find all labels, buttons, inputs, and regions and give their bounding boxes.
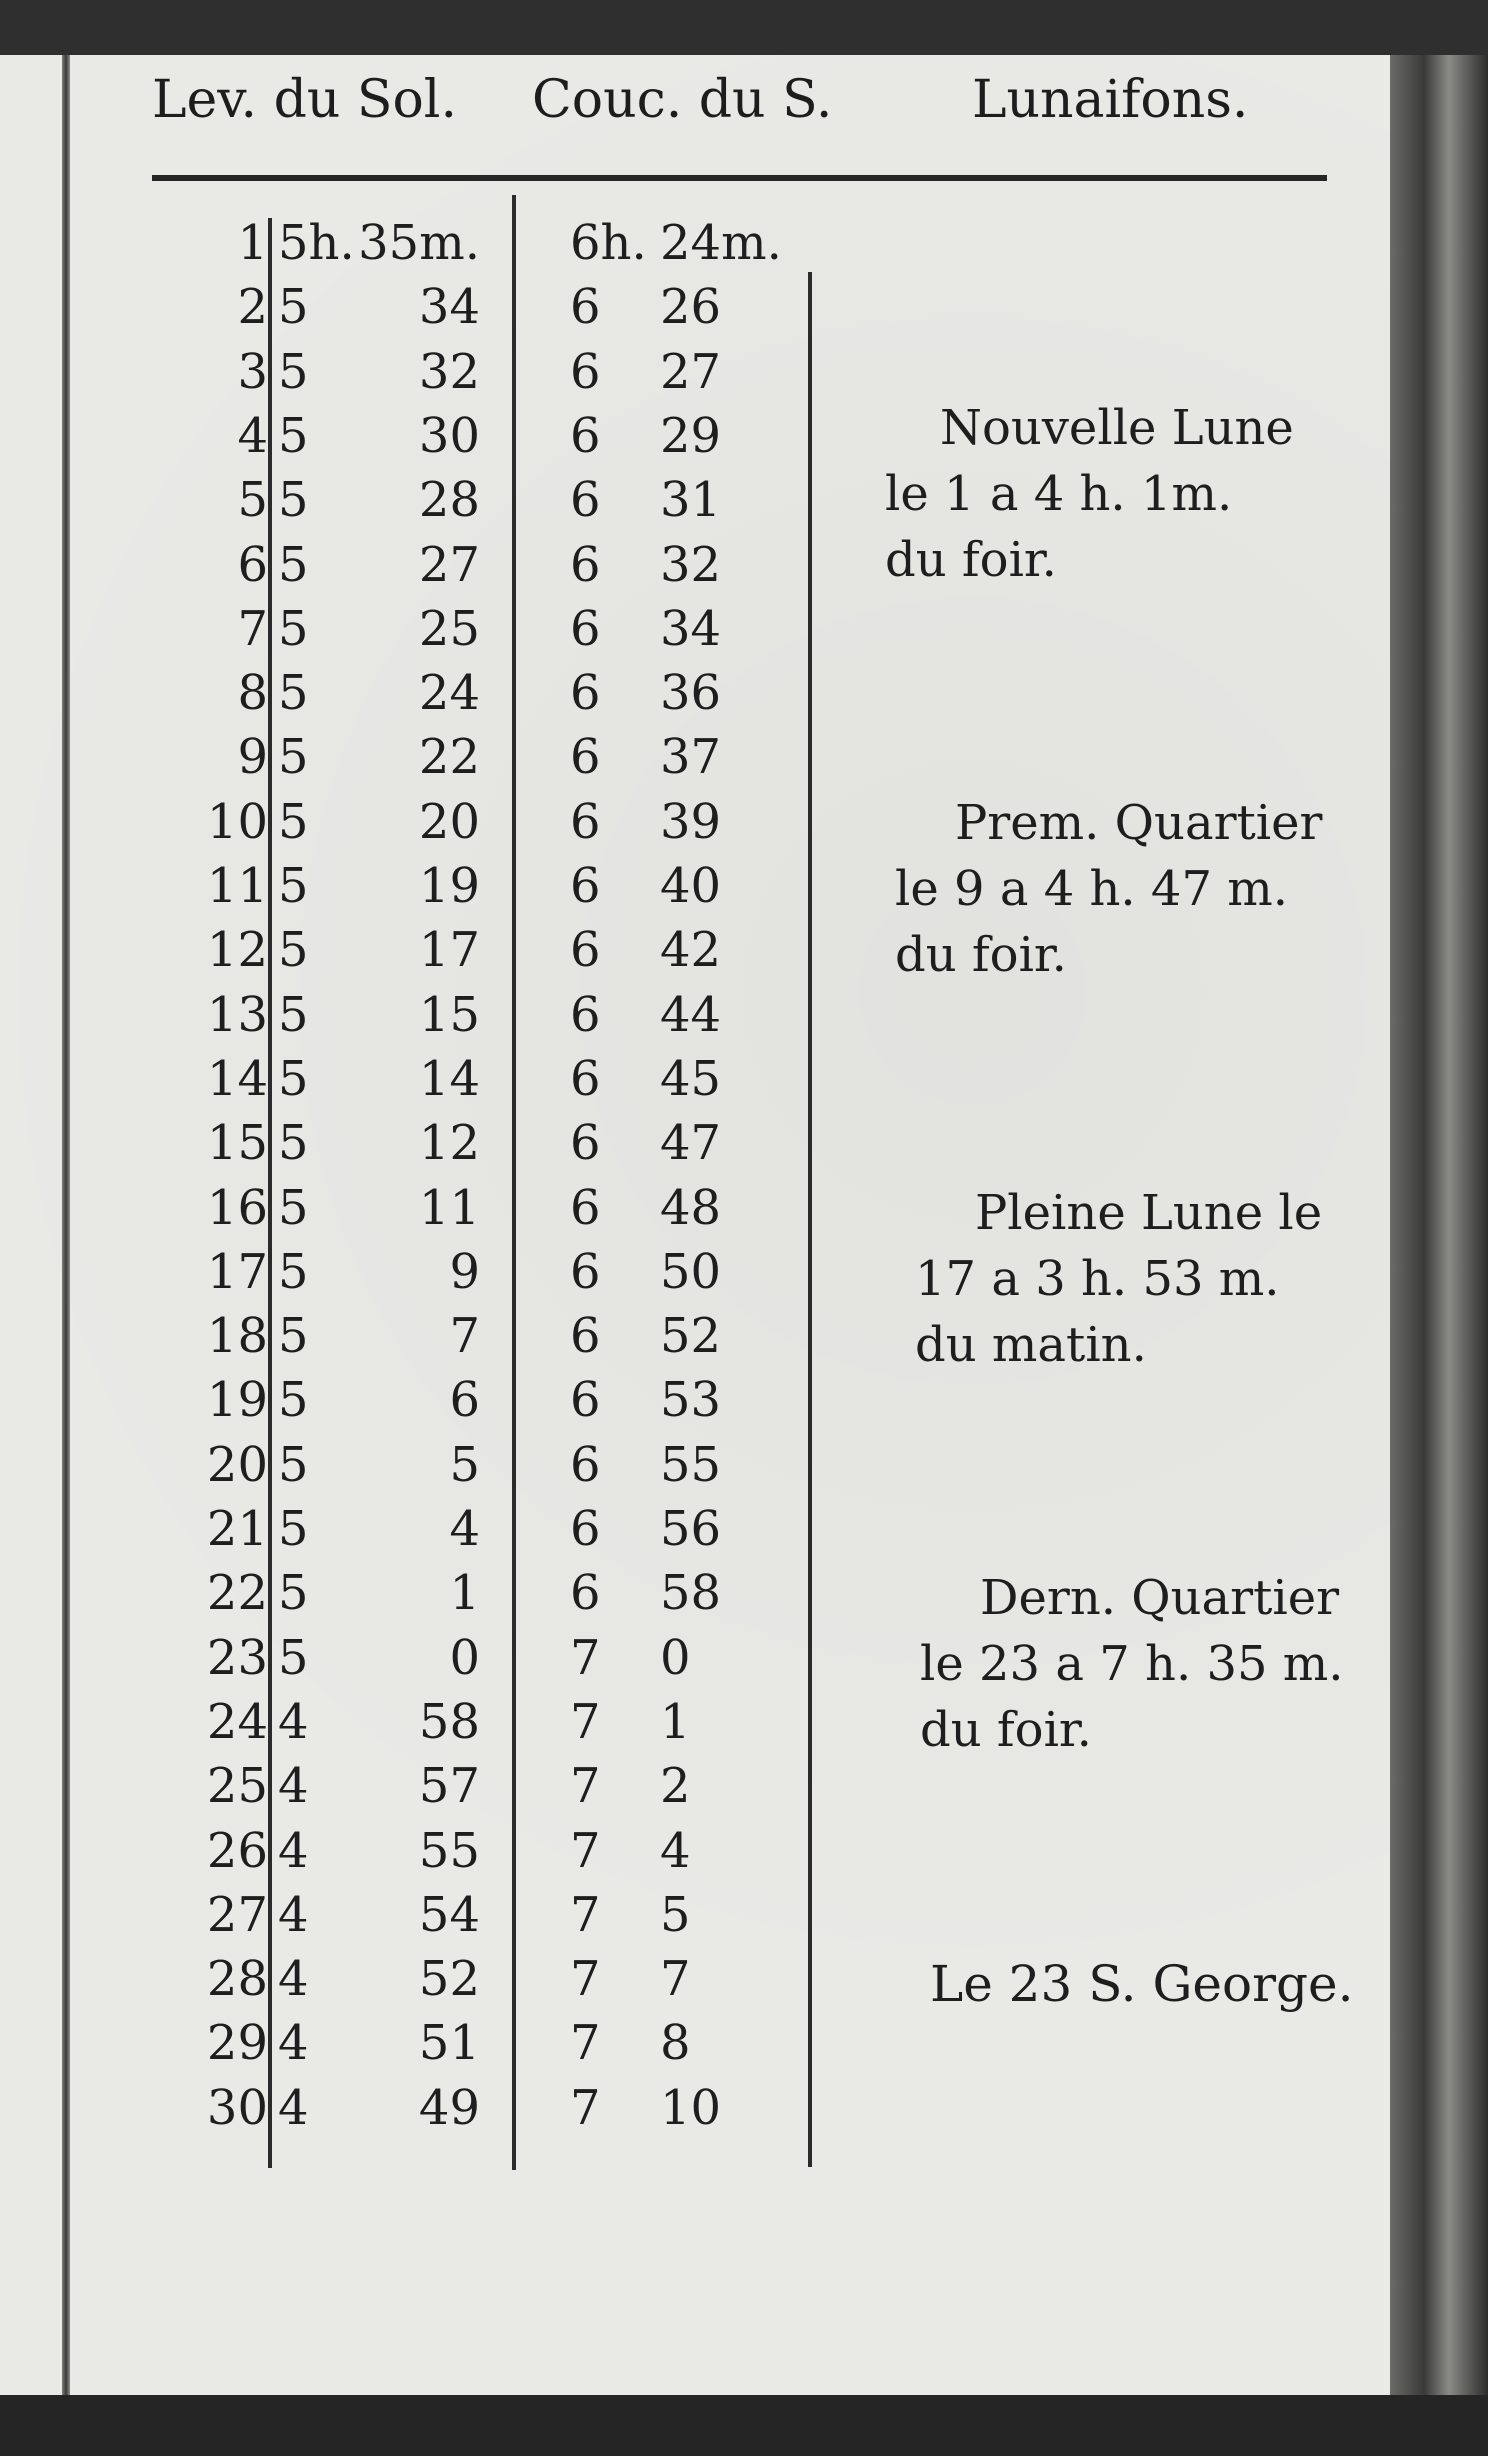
table-row — [0, 1565, 820, 1625]
sunset-hour: 6 — [570, 537, 601, 593]
sunrise-hour: 5 — [278, 729, 309, 785]
sunrise-minute: 51 — [418, 2015, 480, 2071]
phase-line: du matin. — [915, 1317, 1147, 1373]
sunset-hour: 6 — [570, 1115, 601, 1171]
day-number: 27 — [206, 1887, 268, 1943]
table-row — [0, 2080, 820, 2140]
sunrise-hour: 4 — [278, 1694, 309, 1750]
sunset-hour: 7 — [570, 1630, 601, 1686]
sunset-minute: 29 — [660, 408, 722, 464]
phase-line: le 23 a 7 h. 35 m. — [920, 1636, 1344, 1692]
day-number: 28 — [206, 1951, 268, 2007]
sunrise-hour: 5h. — [278, 215, 355, 271]
sunrise-minute: 57 — [418, 1758, 480, 1814]
sunset-hour: 6 — [570, 1565, 601, 1621]
day-number: 8 — [237, 665, 268, 721]
sunset-hour: 6 — [570, 794, 601, 850]
sunset-minute: 10 — [660, 2080, 722, 2136]
day-number: 14 — [206, 1051, 268, 1107]
sunrise-minute: 6 — [449, 1372, 480, 1428]
day-number: 2 — [237, 279, 268, 335]
sunrise-minute: 15 — [418, 987, 480, 1043]
phase-line: Nouvelle Lune — [940, 400, 1294, 456]
sunrise-hour: 5 — [278, 472, 309, 528]
sunrise-minute: 30 — [418, 408, 480, 464]
sunset-minute: 0 — [660, 1630, 691, 1686]
sunset-hour: 6 — [570, 665, 601, 721]
table-row — [0, 729, 820, 789]
table-row — [0, 1694, 820, 1754]
sunrise-minute: 7 — [449, 1308, 480, 1364]
sunrise-hour: 5 — [278, 1372, 309, 1428]
sunset-minute: 52 — [660, 1308, 722, 1364]
sunset-minute: 55 — [660, 1437, 722, 1493]
sunrise-hour: 5 — [278, 537, 309, 593]
sunrise-minute: 17 — [418, 922, 480, 978]
moon-phase-full — [915, 1180, 1322, 1378]
scan-bottom-border — [0, 2395, 1488, 2456]
sunrise-minute: 52 — [418, 1951, 480, 2007]
sunrise-hour: 4 — [278, 1758, 309, 1814]
phase-line: du foir. — [885, 532, 1057, 588]
sunrise-hour: 5 — [278, 279, 309, 335]
day-number: 23 — [206, 1630, 268, 1686]
table-row — [0, 1887, 820, 1947]
sunset-minute: 5 — [660, 1887, 691, 1943]
sunset-minute: 27 — [660, 344, 722, 400]
sunset-minute: 56 — [660, 1501, 722, 1557]
sunset-minute: 37 — [660, 729, 722, 785]
sunset-minute: 45 — [660, 1051, 722, 1107]
sunrise-hour: 4 — [278, 2080, 309, 2136]
sunrise-hour: 4 — [278, 1823, 309, 1879]
phase-line: Dern. Quartier — [980, 1570, 1340, 1626]
sunset-hour: 6 — [570, 408, 601, 464]
sunrise-minute: 20 — [418, 794, 480, 850]
sunrise-minute: 14 — [418, 1051, 480, 1107]
phase-line: 17 a 3 h. 53 m. — [915, 1251, 1280, 1307]
day-number: 4 — [237, 408, 268, 464]
sunrise-hour: 5 — [278, 1308, 309, 1364]
day-number: 18 — [206, 1308, 268, 1364]
day-number: 12 — [206, 922, 268, 978]
sunrise-hour: 4 — [278, 1887, 309, 1943]
sunset-minute: 39 — [660, 794, 722, 850]
sunset-hour: 6 — [570, 344, 601, 400]
day-number: 22 — [206, 1565, 268, 1621]
sunrise-minute: 4 — [449, 1501, 480, 1557]
sunrise-hour: 5 — [278, 1630, 309, 1686]
table-row — [0, 794, 820, 854]
sunrise-hour: 5 — [278, 922, 309, 978]
sunrise-minute: 27 — [418, 537, 480, 593]
sunrise-minute: 58 — [418, 1694, 480, 1750]
table-row — [0, 1115, 820, 1175]
phase-line: le 9 a 4 h. 47 m. — [895, 861, 1289, 917]
day-number: 20 — [206, 1437, 268, 1493]
table-row — [0, 1308, 820, 1368]
scan-top-border — [0, 0, 1488, 55]
sunrise-hour: 5 — [278, 1244, 309, 1300]
sunset-minute: 36 — [660, 665, 722, 721]
day-number: 19 — [206, 1372, 268, 1428]
sunset-minute: 7 — [660, 1951, 691, 2007]
sunrise-minute: 5 — [449, 1437, 480, 1493]
sunset-hour: 6 — [570, 1308, 601, 1364]
table-row — [0, 1244, 820, 1304]
sunrise-hour: 5 — [278, 1180, 309, 1236]
moon-phase-new — [885, 395, 1294, 593]
sunrise-minute: 25 — [418, 601, 480, 657]
table-row — [0, 665, 820, 725]
phase-line: le 1 a 4 h. 1m. — [885, 466, 1233, 522]
sunset-hour: 6 — [570, 279, 601, 335]
sunrise-hour: 5 — [278, 1051, 309, 1107]
sunset-hour: 7 — [570, 1951, 601, 2007]
table-row — [0, 987, 820, 1047]
sunrise-hour: 5 — [278, 601, 309, 657]
sunset-minute: 53 — [660, 1372, 722, 1428]
day-number: 11 — [206, 858, 268, 914]
sunset-hour: 6 — [570, 1244, 601, 1300]
table-row — [0, 1951, 820, 2011]
sunset-minute: 1 — [660, 1694, 691, 1750]
sunrise-minute: 24 — [418, 665, 480, 721]
sunrise-column-header: Lev. du Sol. — [152, 70, 457, 130]
table-row — [0, 601, 820, 661]
sunrise-minute: 11 — [418, 1180, 480, 1236]
sunrise-minute: 28 — [418, 472, 480, 528]
sunset-hour: 7 — [570, 1823, 601, 1879]
sunrise-minute: 34 — [418, 279, 480, 335]
sunset-hour: 6 — [570, 858, 601, 914]
table-row — [0, 922, 820, 982]
table-row — [0, 1180, 820, 1240]
sunrise-hour: 5 — [278, 408, 309, 464]
sunrise-minute: 1 — [449, 1565, 480, 1621]
sunset-minute: 32 — [660, 537, 722, 593]
sunset-hour: 7 — [570, 2015, 601, 2071]
sunrise-hour: 4 — [278, 1951, 309, 2007]
sunset-minute: 4 — [660, 1823, 691, 1879]
sunrise-hour: 5 — [278, 987, 309, 1043]
phase-line: du foir. — [920, 1702, 1092, 1758]
day-number: 7 — [237, 601, 268, 657]
sunrise-minute: 0 — [449, 1630, 480, 1686]
sunset-hour: 6 — [570, 1437, 601, 1493]
day-number: 1 — [237, 215, 268, 271]
day-number: 3 — [237, 344, 268, 400]
sunset-minute: 26 — [660, 279, 722, 335]
day-number: 25 — [206, 1758, 268, 1814]
sunset-hour: 7 — [570, 2080, 601, 2136]
sunset-minute: 24m. — [660, 215, 782, 271]
sunset-hour: 7 — [570, 1887, 601, 1943]
sunrise-hour: 5 — [278, 344, 309, 400]
sunset-minute: 40 — [660, 858, 722, 914]
table-row — [0, 215, 820, 275]
sunrise-hour: 5 — [278, 1437, 309, 1493]
sunset-minute: 47 — [660, 1115, 722, 1171]
table-row — [0, 537, 820, 597]
lunar-column-header: Lunaifons. — [972, 70, 1249, 130]
table-row — [0, 858, 820, 918]
sunset-minute: 42 — [660, 922, 722, 978]
day-number: 26 — [206, 1823, 268, 1879]
sunrise-minute: 32 — [418, 344, 480, 400]
day-number: 10 — [206, 794, 268, 850]
table-row — [0, 279, 820, 339]
sunset-minute: 44 — [660, 987, 722, 1043]
day-number: 29 — [206, 2015, 268, 2071]
day-number: 24 — [206, 1694, 268, 1750]
sunset-minute: 31 — [660, 472, 722, 528]
moon-phase-last-quarter — [920, 1565, 1344, 1763]
sunrise-minute: 55 — [418, 1823, 480, 1879]
sunset-hour: 6 — [570, 1180, 601, 1236]
day-number: 9 — [237, 729, 268, 785]
phase-line: Pleine Lune le — [975, 1185, 1323, 1241]
phase-line: Prem. Quartier — [955, 795, 1323, 851]
sunset-hour: 7 — [570, 1758, 601, 1814]
sunset-minute: 58 — [660, 1565, 722, 1621]
sunrise-minute: 22 — [418, 729, 480, 785]
table-row — [0, 1823, 820, 1883]
sunset-hour: 6h. — [570, 215, 647, 271]
day-number: 17 — [206, 1244, 268, 1300]
day-number: 6 — [237, 537, 268, 593]
sunrise-minute: 35m. — [358, 215, 480, 271]
table-row — [0, 1372, 820, 1432]
sunset-hour: 7 — [570, 1694, 601, 1750]
table-row — [0, 1630, 820, 1690]
table-row — [0, 1501, 820, 1561]
sunrise-minute: 12 — [418, 1115, 480, 1171]
table-header — [152, 70, 1332, 160]
sunrise-hour: 5 — [278, 1501, 309, 1557]
sunset-hour: 6 — [570, 1051, 601, 1107]
table-row — [0, 472, 820, 532]
sunset-minute: 48 — [660, 1180, 722, 1236]
table-row — [0, 1051, 820, 1111]
sunset-minute: 2 — [660, 1758, 691, 1814]
phase-line: du foir. — [895, 927, 1067, 983]
day-number: 21 — [206, 1501, 268, 1557]
moon-phase-first-quarter — [895, 790, 1323, 988]
book-gutter — [1390, 55, 1488, 2395]
day-number: 16 — [206, 1180, 268, 1236]
day-number: 13 — [206, 987, 268, 1043]
sunrise-minute: 9 — [449, 1244, 480, 1300]
table-row — [0, 344, 820, 404]
sunrise-minute: 54 — [418, 1887, 480, 1943]
saint-day-note: Le 23 S. George. — [930, 1955, 1354, 2013]
table-row — [0, 408, 820, 468]
sunrise-hour: 5 — [278, 1115, 309, 1171]
sunset-column-header: Couc. du S. — [532, 70, 833, 130]
sunrise-hour: 5 — [278, 858, 309, 914]
sunset-hour: 6 — [570, 987, 601, 1043]
table-row — [0, 1758, 820, 1818]
day-number: 30 — [206, 2080, 268, 2136]
sunset-hour: 6 — [570, 601, 601, 657]
header-rule — [152, 175, 1327, 181]
sunset-hour: 6 — [570, 472, 601, 528]
sunrise-hour: 5 — [278, 794, 309, 850]
sunset-minute: 34 — [660, 601, 722, 657]
sunrise-minute: 19 — [418, 858, 480, 914]
sunset-minute: 8 — [660, 2015, 691, 2071]
sunset-hour: 6 — [570, 1501, 601, 1557]
sunset-hour: 6 — [570, 729, 601, 785]
day-number: 5 — [237, 472, 268, 528]
sunset-minute: 50 — [660, 1244, 722, 1300]
sunrise-hour: 4 — [278, 2015, 309, 2071]
sunrise-hour: 5 — [278, 1565, 309, 1621]
day-number: 15 — [206, 1115, 268, 1171]
table-row — [0, 1437, 820, 1497]
sunset-hour: 6 — [570, 1372, 601, 1428]
sunrise-hour: 5 — [278, 665, 309, 721]
sunrise-minute: 49 — [418, 2080, 480, 2136]
sunset-hour: 6 — [570, 922, 601, 978]
table-row — [0, 2015, 820, 2075]
